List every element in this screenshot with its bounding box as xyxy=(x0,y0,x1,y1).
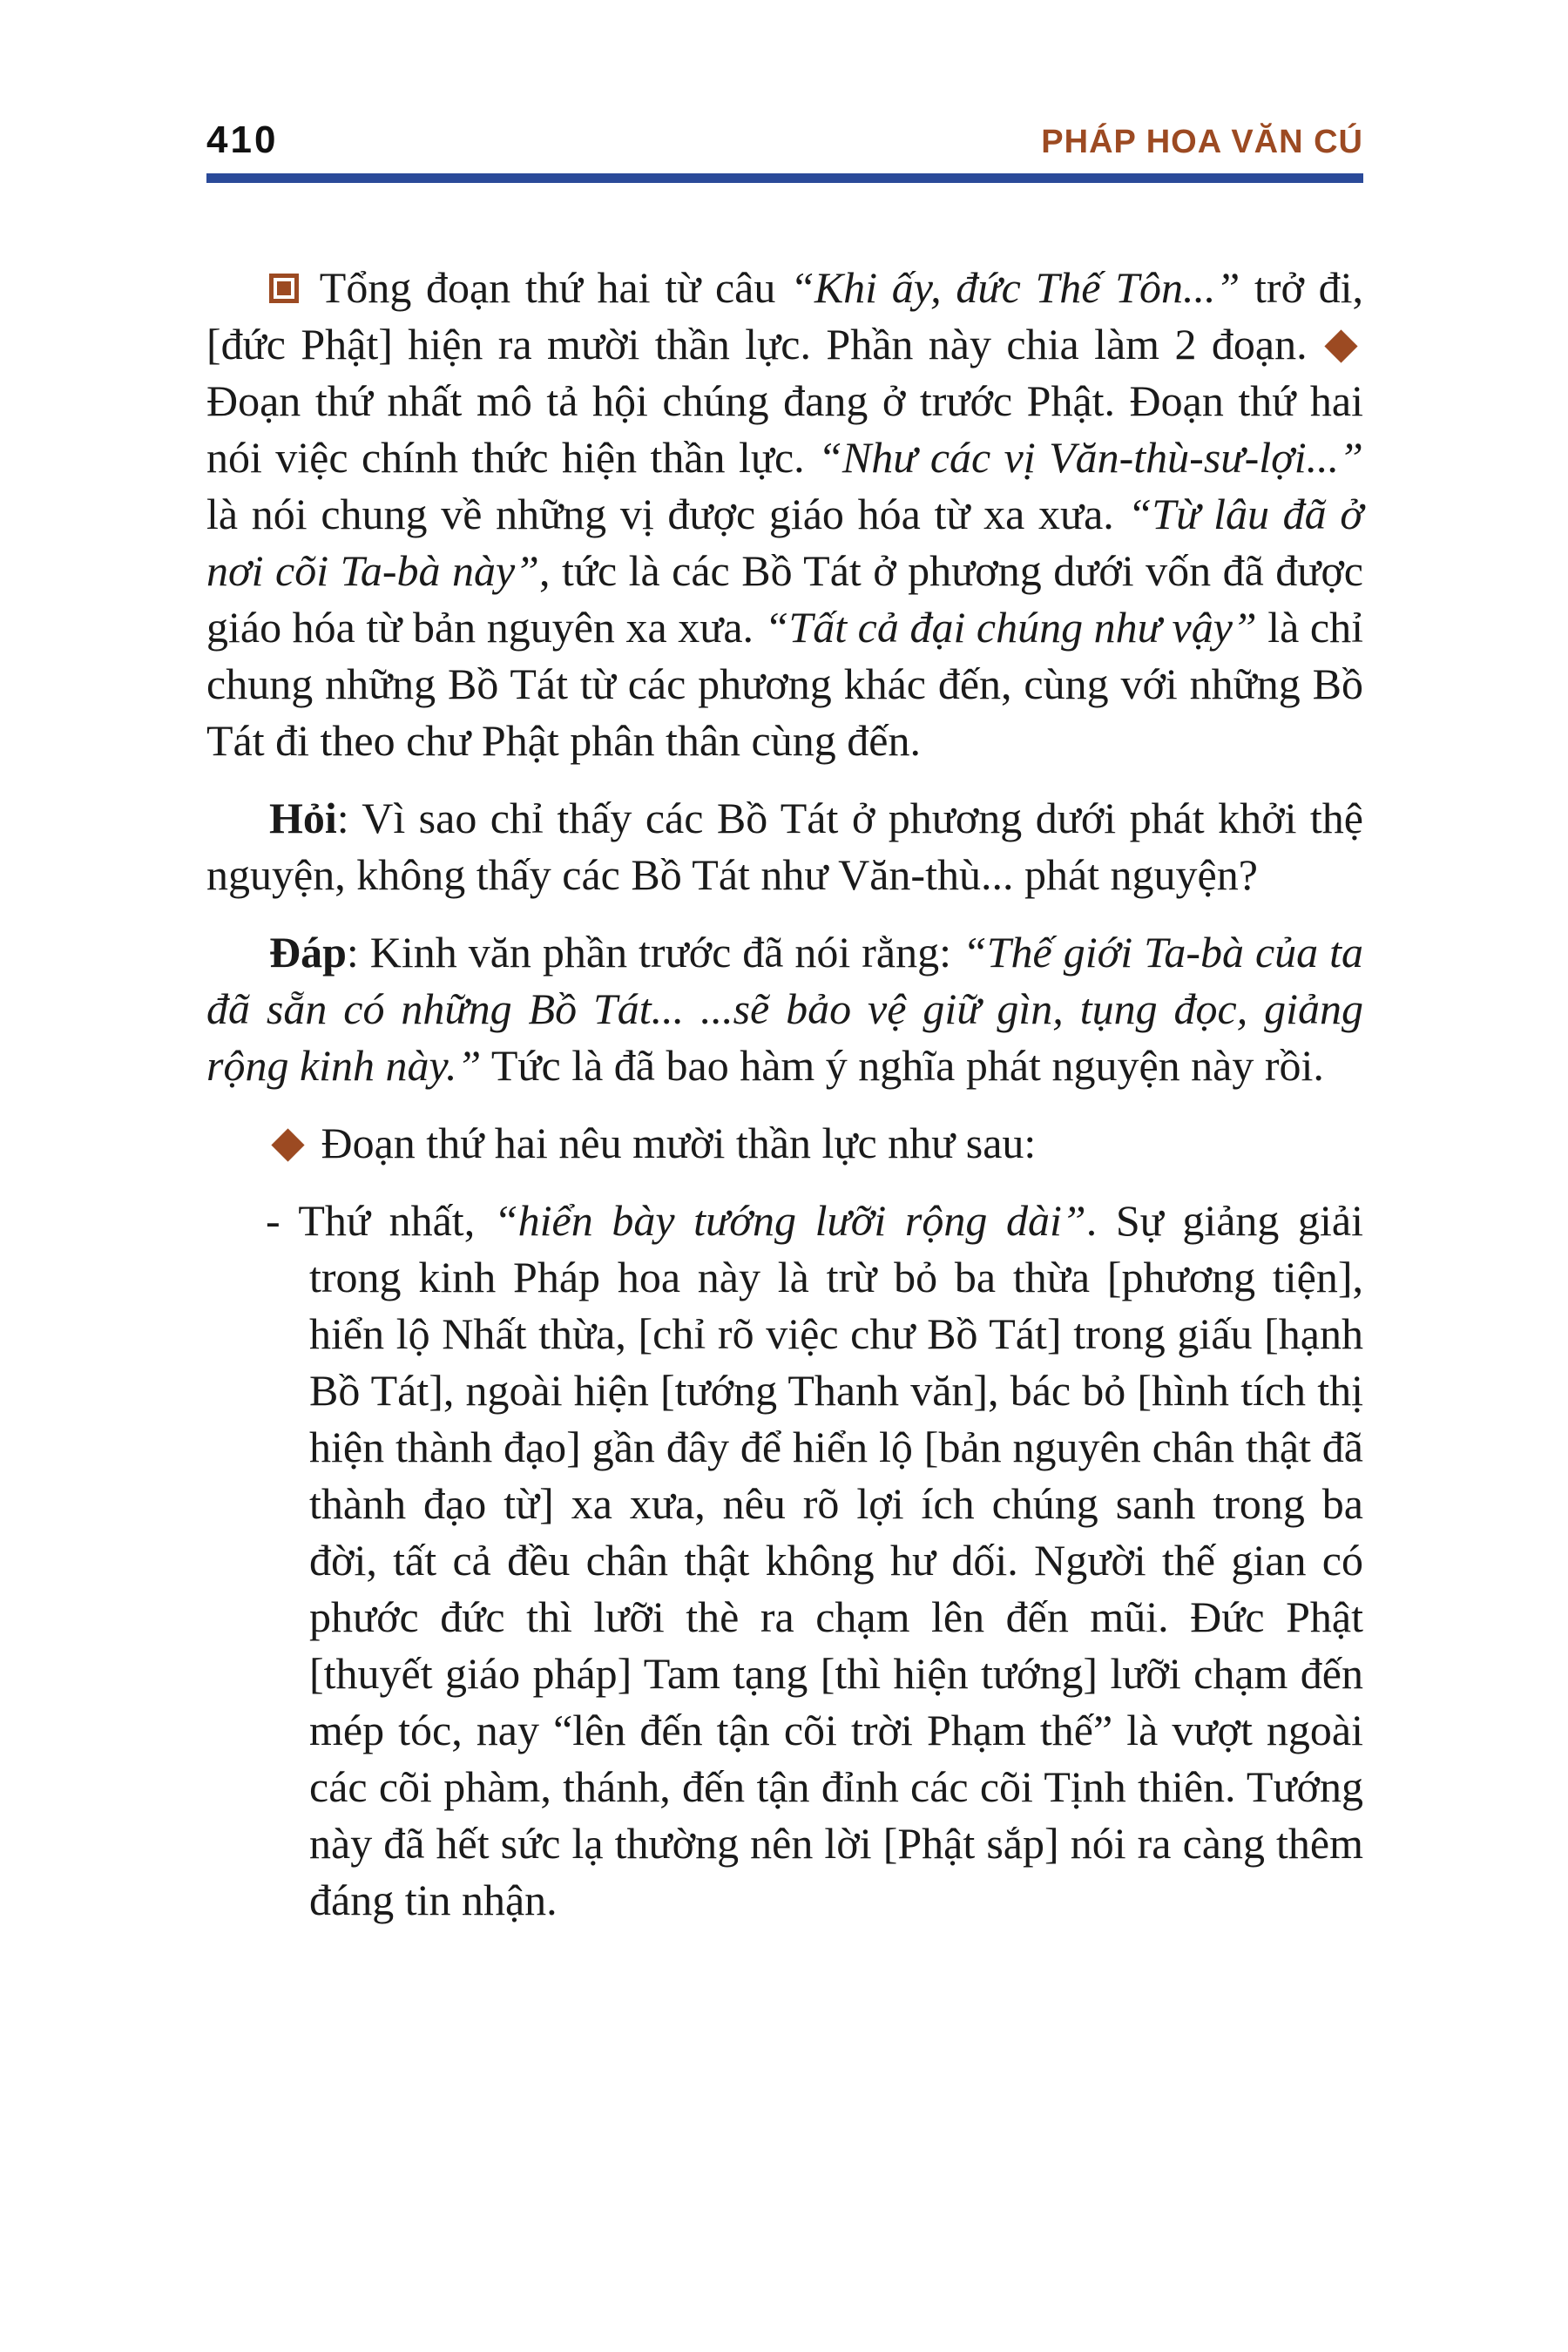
diamond-bullet-icon xyxy=(1324,329,1357,362)
text-segment: : Kinh văn phần trước đã nói rằng: xyxy=(346,928,963,977)
header-rule-divider xyxy=(206,173,1363,183)
paragraph xyxy=(206,1115,1363,1172)
square-bullet-icon xyxy=(269,274,299,303)
paragraph xyxy=(206,790,1363,903)
page-number: 410 xyxy=(206,118,279,161)
text-segment: : Vì sao chỉ thấy các Bồ Tát ở phương dưới phát khởi thệ nguyện, không thấy các Bồ Tát như Văn-thù... phát nguyện? xyxy=(206,794,1363,899)
text-segment: Tức là đã bao hàm ý nghĩa phát nguyện này rồi. xyxy=(481,1041,1324,1090)
paragraph xyxy=(206,1193,1363,1929)
paragraph xyxy=(206,260,1363,769)
text-segment: “Tất cả đại chúng như vậy” xyxy=(764,603,1257,652)
text-segment: Đáp xyxy=(269,928,347,977)
text-segment: Hỏi xyxy=(269,794,337,842)
text-segment: “Như các vị Văn-thù-sư-lợi...” xyxy=(818,433,1363,482)
text-segment: , tức là các Bồ Tát ở phương dưới vốn đã được giáo hóa từ bản nguyên xa xưa. xyxy=(206,546,1363,652)
body-text xyxy=(206,260,1363,1929)
text-segment: “hiển bày tướng lưỡi rộng dài” xyxy=(493,1196,1086,1245)
text-segment: “Từ lâu đã ở nơi cõi Ta-bà này” xyxy=(206,490,1363,595)
text-segment: Đoạn thứ hai nêu mười thần lực như sau: xyxy=(310,1119,1037,1167)
page-header xyxy=(206,120,1363,162)
running-title: PHÁP HOA VĂN CÚ xyxy=(1041,124,1363,160)
text-segment: . Sự giảng giải trong kinh Pháp hoa này là trừ bỏ ba thừa [phương tiện], hiển lộ Nhất thừa, [chỉ rõ việc chư Bồ Tát] trong giấu [hạnh Bồ Tát], ngoài hiện [tướng Thanh văn], bác bỏ [hình tích thị hiện thành đạo] gần đây để hiển lộ [bản nguyên chân thật đã thành đạo từ] xa xưa, nêu rõ lợi ích chúng sanh trong ba đời, tất cả đều chân thật không hư dối. Người thế gian có phước đức thì lưỡi thè ra chạm lên đến mũi. Đức Phật [thuyết giáo pháp] Tam tạng [thì hiện tướng] lưỡi chạm đến mép tóc, nay “lên đến tận cõi trời Phạm thế” là vượt ngoài các cõi phàm, thánh, đến tận đỉnh các cõi Tịnh thiên. Tướng này đã hết sức lạ thường nên lời [Phật sắp] nói ra càng thêm đáng tin nhận. xyxy=(309,1196,1364,1924)
text-segment: “Khi ấy, đức Thế Tôn...” xyxy=(790,263,1240,312)
paragraph xyxy=(206,924,1363,1094)
text-segment: Tổng đoạn thứ hai từ câu xyxy=(306,263,791,312)
text-segment: là chỉ chung những Bồ Tát từ các phương khác đến, cùng với những Bồ Tát đi theo chư Phật phân thân cùng đến. xyxy=(206,603,1364,765)
text-segment: trở đi, [đức Phật] hiện ra mười thần lực. Phần này chia làm 2 đoạn. xyxy=(206,263,1364,368)
text-segment: - Thứ nhất, xyxy=(266,1196,494,1245)
text-segment: Đoạn thứ nhất mô tả hội chúng đang ở trước Phật. Đoạn thứ hai nói việc chính thức hiện thần lực. xyxy=(206,376,1363,482)
text-segment: là nói chung về những vị được giáo hóa từ xa xưa. xyxy=(206,490,1128,538)
text-segment: “Thế giới Ta-bà của ta đã sẵn có những Bồ Tát... ...sẽ bảo vệ giữ gìn, tụng đọc, giảng rộng kinh này.” xyxy=(206,928,1363,1090)
diamond-bullet-icon xyxy=(271,1128,304,1161)
